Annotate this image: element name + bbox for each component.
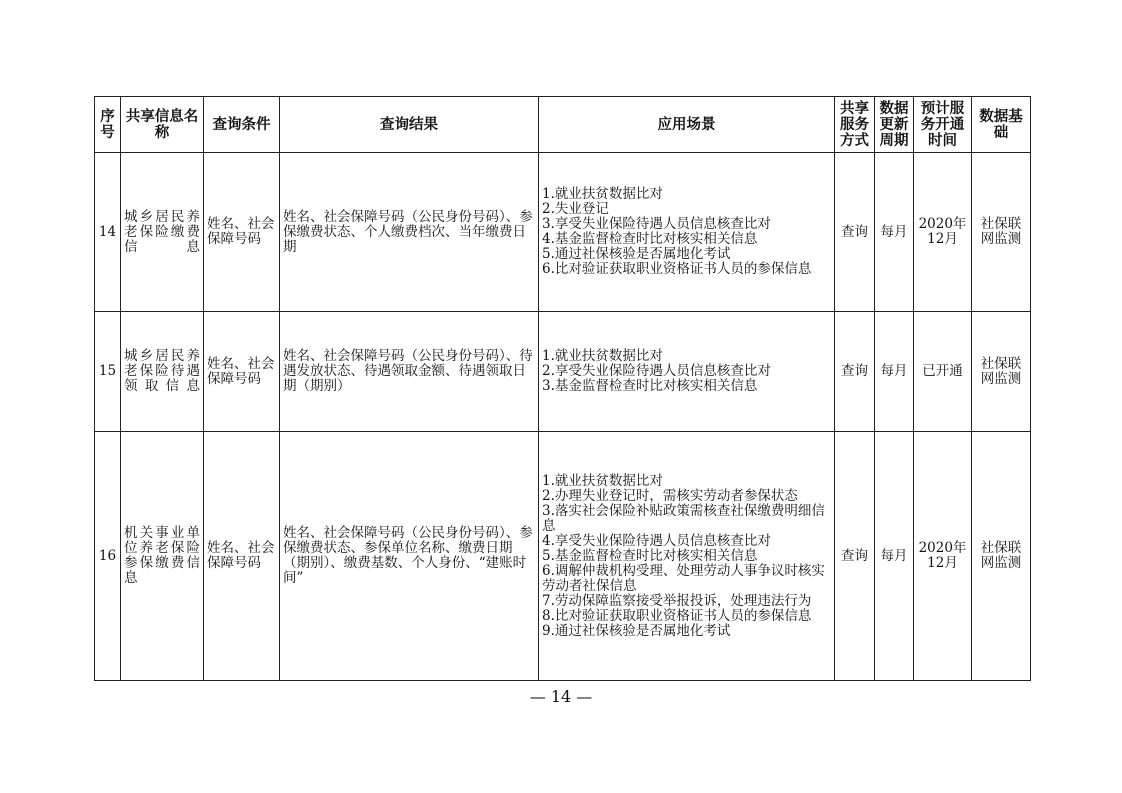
- row-name: 机关事业单位养老保险参保缴费信息: [121, 432, 204, 681]
- row-scenarios: [539, 153, 835, 312]
- scenario-item: 1.就业扶贫数据比对: [542, 472, 663, 489]
- scenario-item: 1.就业扶贫数据比对: [542, 348, 663, 364]
- row-result: 姓名、社会保障号码（公民身份号码）、参保缴费状态、个人缴费档次、当年缴费日期: [280, 153, 539, 312]
- row-cycle: 每月: [875, 432, 914, 681]
- row-no: 16: [95, 432, 121, 681]
- header-time: 预计服务开通时间: [914, 97, 972, 153]
- scenario-item: 3.落实社会保险补贴政策需核查社保缴费明细信息: [542, 502, 825, 534]
- row-method: 查询: [835, 312, 875, 432]
- scenario-item: 1.就业扶贫数据比对: [542, 186, 663, 202]
- row-method: 查询: [835, 432, 875, 681]
- header-cycle: 数据更新周期: [875, 97, 914, 153]
- page-number: — 14 —: [529, 687, 593, 706]
- row-basis: 社保联网监测: [972, 312, 1031, 432]
- scenario-item: 7.劳动保障监察接受举报投诉，处理违法行为: [542, 592, 812, 609]
- table-row: [95, 153, 1031, 312]
- scenario-item: 2.享受失业保险待遇人员信息核查比对: [542, 363, 771, 379]
- scenario-item: 3.享受失业保险待遇人员信息核查比对: [542, 216, 771, 232]
- scenario-item: 4.基金监督检查时比对核实相关信息: [542, 231, 758, 247]
- row-no: 14: [95, 153, 121, 312]
- header-result: 查询结果: [280, 97, 539, 153]
- shared-info-table: [94, 96, 1031, 681]
- scenario-item: 6.调解仲裁机构受理、处理劳动人事争议时核实劳动者社保信息: [542, 562, 825, 594]
- scenario-item: 2.办理失业登记时，需核实劳动者参保状态: [542, 487, 798, 504]
- header-no: 序号: [95, 97, 121, 153]
- row-condition: 姓名、社会保障号码: [204, 312, 280, 432]
- row-time: 2020年12月: [914, 432, 972, 681]
- row-cycle: 每月: [875, 153, 914, 312]
- row-time: 2020年12月: [914, 153, 972, 312]
- scenario-item: 8.比对验证获取职业资格证书人员的参保信息: [542, 607, 812, 624]
- row-method: 查询: [835, 153, 875, 312]
- row-time: 已开通: [914, 312, 972, 432]
- header-method: 共享服务方式: [835, 97, 875, 153]
- row-basis: 社保联网监测: [972, 153, 1031, 312]
- row-basis: 社保联网监测: [972, 432, 1031, 681]
- scenario-item: 9.通过社保核验是否属地化考试: [542, 622, 731, 639]
- header-basis: 数据基础: [972, 97, 1031, 153]
- scenario-item: 5.基金监督检查时比对核实相关信息: [542, 547, 758, 564]
- row-result: 姓名、社会保障号码（公民身份号码）、参保缴费状态、参保单位名称、缴费日期（期别）、缴费基数、个人身份、“建账时间”: [280, 432, 539, 681]
- scenario-item: 6.比对验证获取职业资格证书人员的参保信息: [542, 261, 812, 277]
- row-result: 姓名、社会保障号码（公民身份号码）、待遇发放状态、待遇领取金额、待遇领取日期（期别）: [280, 312, 539, 432]
- scenario-item: 5.通过社保核验是否属地化考试: [542, 246, 731, 262]
- header-scenario: 应用场景: [539, 97, 835, 153]
- scenario-item: 3.基金监督检查时比对核实相关信息: [542, 378, 758, 394]
- header-name: 共享信息名称: [121, 97, 204, 153]
- row-condition: 姓名、社会保障号码: [204, 153, 280, 312]
- row-cycle: 每月: [875, 312, 914, 432]
- table-row: [95, 312, 1031, 432]
- header-condition: 查询条件: [204, 97, 280, 153]
- row-scenarios: [539, 432, 835, 681]
- row-name: 城乡居民养老保险待遇领取信息: [121, 312, 204, 432]
- scenario-item: 2.失业登记: [542, 201, 609, 217]
- row-scenarios: [539, 312, 835, 432]
- table-row: [95, 432, 1031, 681]
- table-header-row: [95, 97, 1031, 153]
- row-no: 15: [95, 312, 121, 432]
- row-name: 城乡居民养老保险缴费信息: [121, 153, 204, 312]
- scenario-item: 4.享受失业保险待遇人员信息核查比对: [542, 532, 771, 549]
- row-condition: 姓名、社会保障号码: [204, 432, 280, 681]
